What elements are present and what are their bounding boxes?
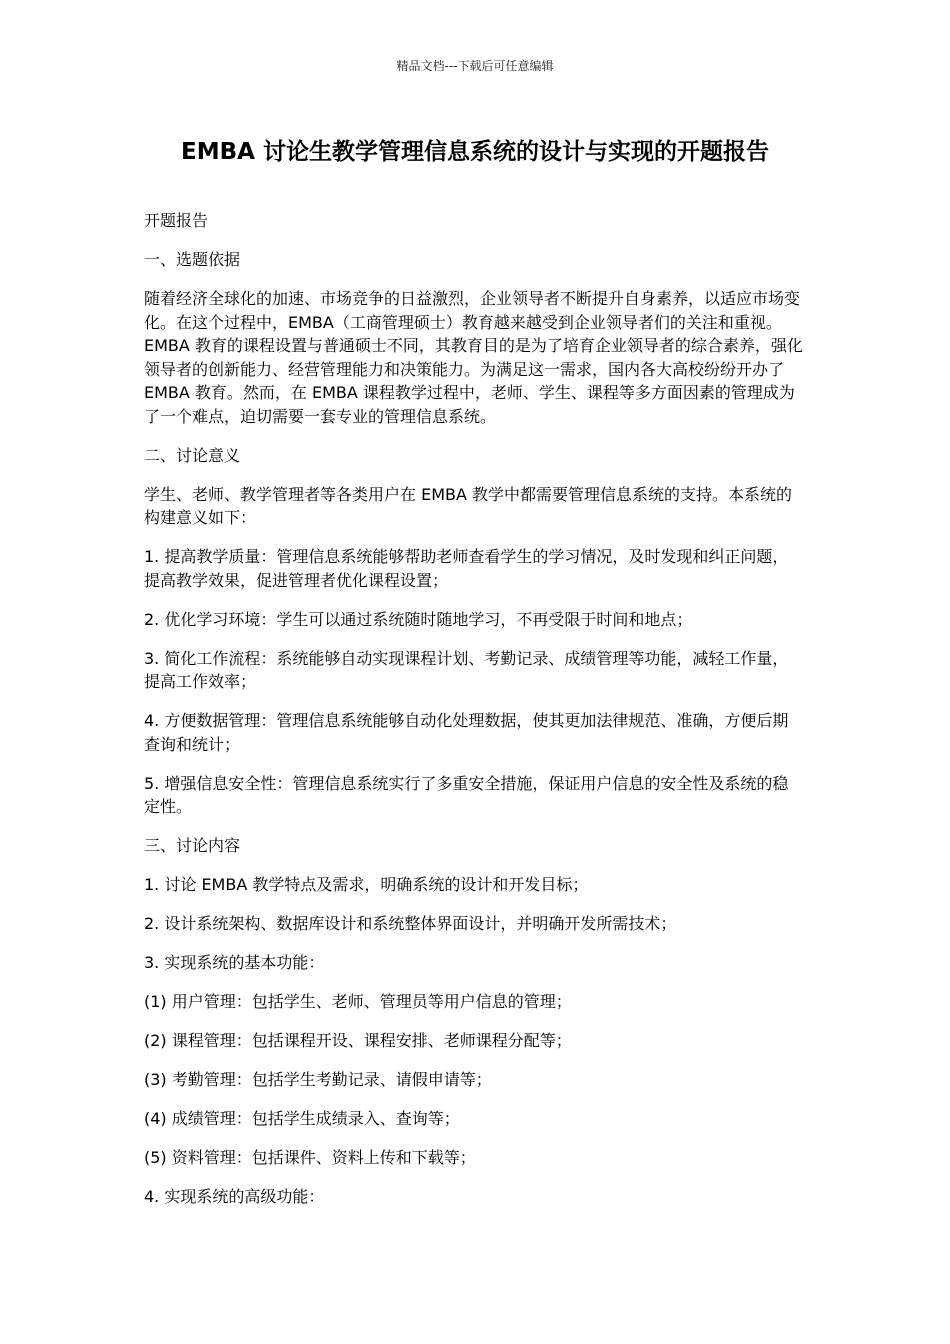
list-item-significance-5: 5. 增强信息安全性：管理信息系统实行了多重安全措施，保证用户信息的安全性及系统的稳定性。 [144, 773, 789, 816]
list-item-content-2: 2. 设计系统架构、数据库设计和系统整体界面设计，并明确开发所需技术； [144, 914, 677, 933]
paragraph-report-label: 开题报告 [144, 211, 209, 230]
list-item-content-3: 3. 实现系统的基本功能： [144, 953, 325, 972]
section-heading-content: 三、讨论内容 [144, 836, 241, 855]
section-heading-basis: 一、选题依据 [144, 250, 241, 269]
document-body [144, 209, 804, 1224]
paragraph-basis: 随着经济全球化的加速、市场竞争的日益激烈，企业领导者不断提升自身素养，以适应市场变化。在这个过程中，EMBA（工商管理硕士）教育越来越受到企业领导者们的关注和重视。EMBA 教育的课程设置与普通硕士不同，其教育目的是为了培育企业领导者的综合素养，强化领导者的创新能力、经营管理能力和决策能力。为满足这一需求，国内各大高校纷纷开办了 EMBA 教育。然而，在 EMBA 课程教学过程中，老师、学生、课程等多方面因素的管理成为了一个难点，迫切需要一套专业的管理信息系统。 [144, 289, 803, 426]
section-heading-significance: 二、讨论意义 [144, 445, 241, 465]
sub-item-material-management: (5) 资料管理：包括课件、资料上传和下载等； [144, 1148, 476, 1167]
sub-item-grade-management: (4) 成绩管理：包括学生成绩录入、查询等； [144, 1109, 460, 1128]
document-title: EMBA 讨论生教学管理信息系统的设计与实现的开题报告 [181, 139, 769, 165]
sub-item-user-management: (1) 用户管理：包括学生、老师、管理员等用户信息的管理； [144, 992, 572, 1011]
paragraph-significance-intro: 学生、老师、教学管理者等各类用户在 EMBA 教学中都需要管理信息系统的支持。本系统的构建意义如下： [144, 484, 793, 527]
sub-item-course-management: (2) 课程管理：包括课程开设、课程安排、老师课程分配等； [144, 1031, 572, 1050]
list-item-significance-1: 1. 提高教学质量：管理信息系统能够帮助老师查看学生的学习情况，及时发现和纠正问题，提高教学效果，促进管理者优化课程设置； [144, 547, 789, 590]
list-item-significance-2: 2. 优化学习环境：学生可以通过系统随时随地学习，不再受限于时间和地点； [144, 609, 693, 629]
list-item-significance-3: 3. 简化工作流程：系统能够自动实现课程计划、考勤记录、成绩管理等功能，减轻工作量，提高工作效率； [144, 648, 789, 691]
page-header: 精品文档---下载后可任意编辑 [396, 59, 554, 73]
list-item-content-1: 1. 讨论 EMBA 教学特点及需求，明确系统的设计和开发目标； [144, 875, 589, 894]
sub-item-attendance-management: (3) 考勤管理：包括学生考勤记录、请假申请等； [144, 1070, 492, 1089]
list-item-content-4: 4. 实现系统的高级功能： [144, 1187, 325, 1206]
list-item-significance-4: 4. 方便数据管理：管理信息系统能够自动化处理数据，使其更加法律规范、准确，方便后期查询和统计； [144, 711, 789, 754]
